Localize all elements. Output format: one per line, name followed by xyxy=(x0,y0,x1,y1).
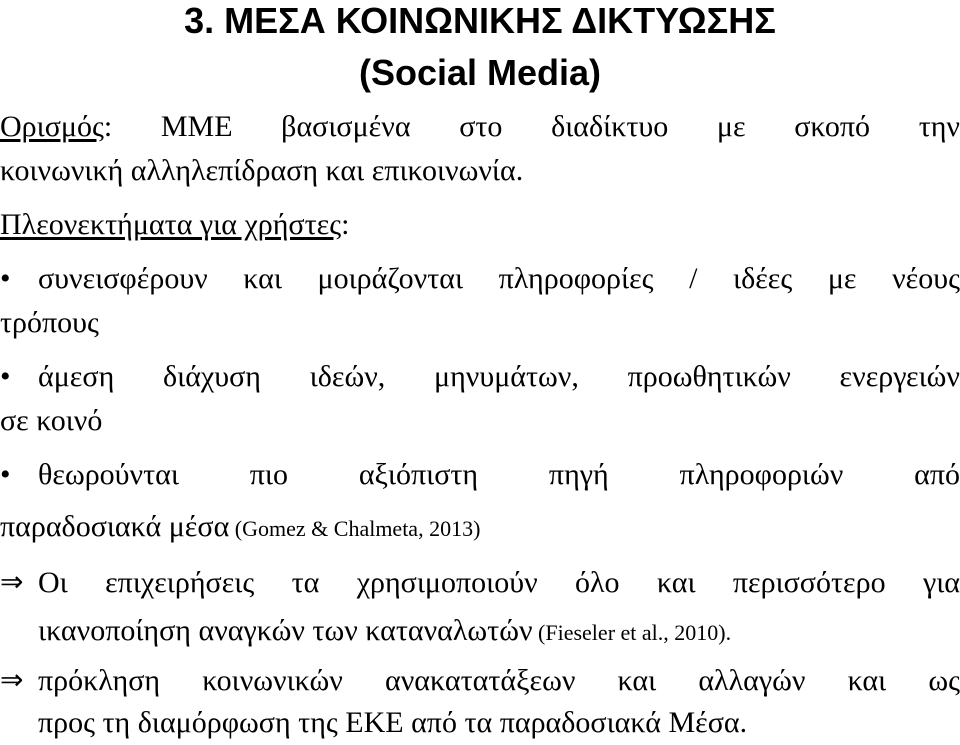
bullet-icon: • xyxy=(0,262,11,295)
implication-item-1-line-1: Οι επιχειρήσεις τα χρησιμοποιούν όλο και περισσότερο για xyxy=(38,566,960,599)
implication-item-2-line-1: πρόκληση κοινωνικών ανακατατάξεων και αλλαγών και ως xyxy=(38,664,960,697)
double-arrow-right-icon: ⇒ xyxy=(0,665,24,696)
bullet-icon: • xyxy=(0,360,11,393)
implication-item-1-line-2 xyxy=(38,613,960,651)
implication-item-1-text: ικανοποίηση αναγκών των καταναλωτών xyxy=(38,614,533,647)
advantages-colon: : xyxy=(341,208,350,241)
advantage-item-2-line-1: άμεση διάχυση ιδεών, μηνυμάτων, προωθητικών ενεργειών xyxy=(38,360,960,393)
bullet-icon: • xyxy=(0,458,11,491)
definition-line-1 xyxy=(0,109,960,145)
double-arrow-right-icon: ⇒ xyxy=(0,567,24,598)
definition-colon: : xyxy=(103,110,113,143)
implication-item-2-line-2: προς τη διαμόρφωση της ΕΚΕ από τα παραδοσιακά Μέσα. xyxy=(38,706,748,739)
advantages-heading: Πλεονεκτήματα για χρήστες xyxy=(0,208,342,241)
advantage-item-3-text: παραδοσιακά μέσα xyxy=(0,510,230,543)
slide-subtitle: (Social Media) xyxy=(358,52,602,93)
citation: (Fieseler et al., 2010). xyxy=(532,620,732,645)
slide-title: 3. ΜΕΣΑ ΚΟΙΝΩΝΙΚΗΣ ΔΙΚΤΥΩΣΗΣ xyxy=(184,0,776,41)
advantage-item-1-line-1: συνεισφέρουν και μοιράζονται πληροφορίες / ιδέες με νέους xyxy=(38,262,960,295)
advantage-item-1-line-2: τρόπους xyxy=(0,306,99,339)
advantages-heading-line xyxy=(0,207,960,243)
definition-text: ΜΜΕ βασισμένα στο διαδίκτυο με σκοπό την xyxy=(112,110,960,143)
advantage-item-3-line-1: θεωρούνται πιο αξιόπιστη πηγή πληροφοριών από xyxy=(38,458,960,491)
definition-line-2: κοινωνική αλληλεπίδραση και επικοινωνία. xyxy=(0,154,524,187)
advantage-item-3-line-2 xyxy=(0,509,960,547)
definition-label: Ορισμός xyxy=(0,110,104,143)
advantage-item-2-line-2: σε κοινό xyxy=(0,404,103,437)
citation: (Gomez & Chalmeta, 2013) xyxy=(229,516,481,541)
